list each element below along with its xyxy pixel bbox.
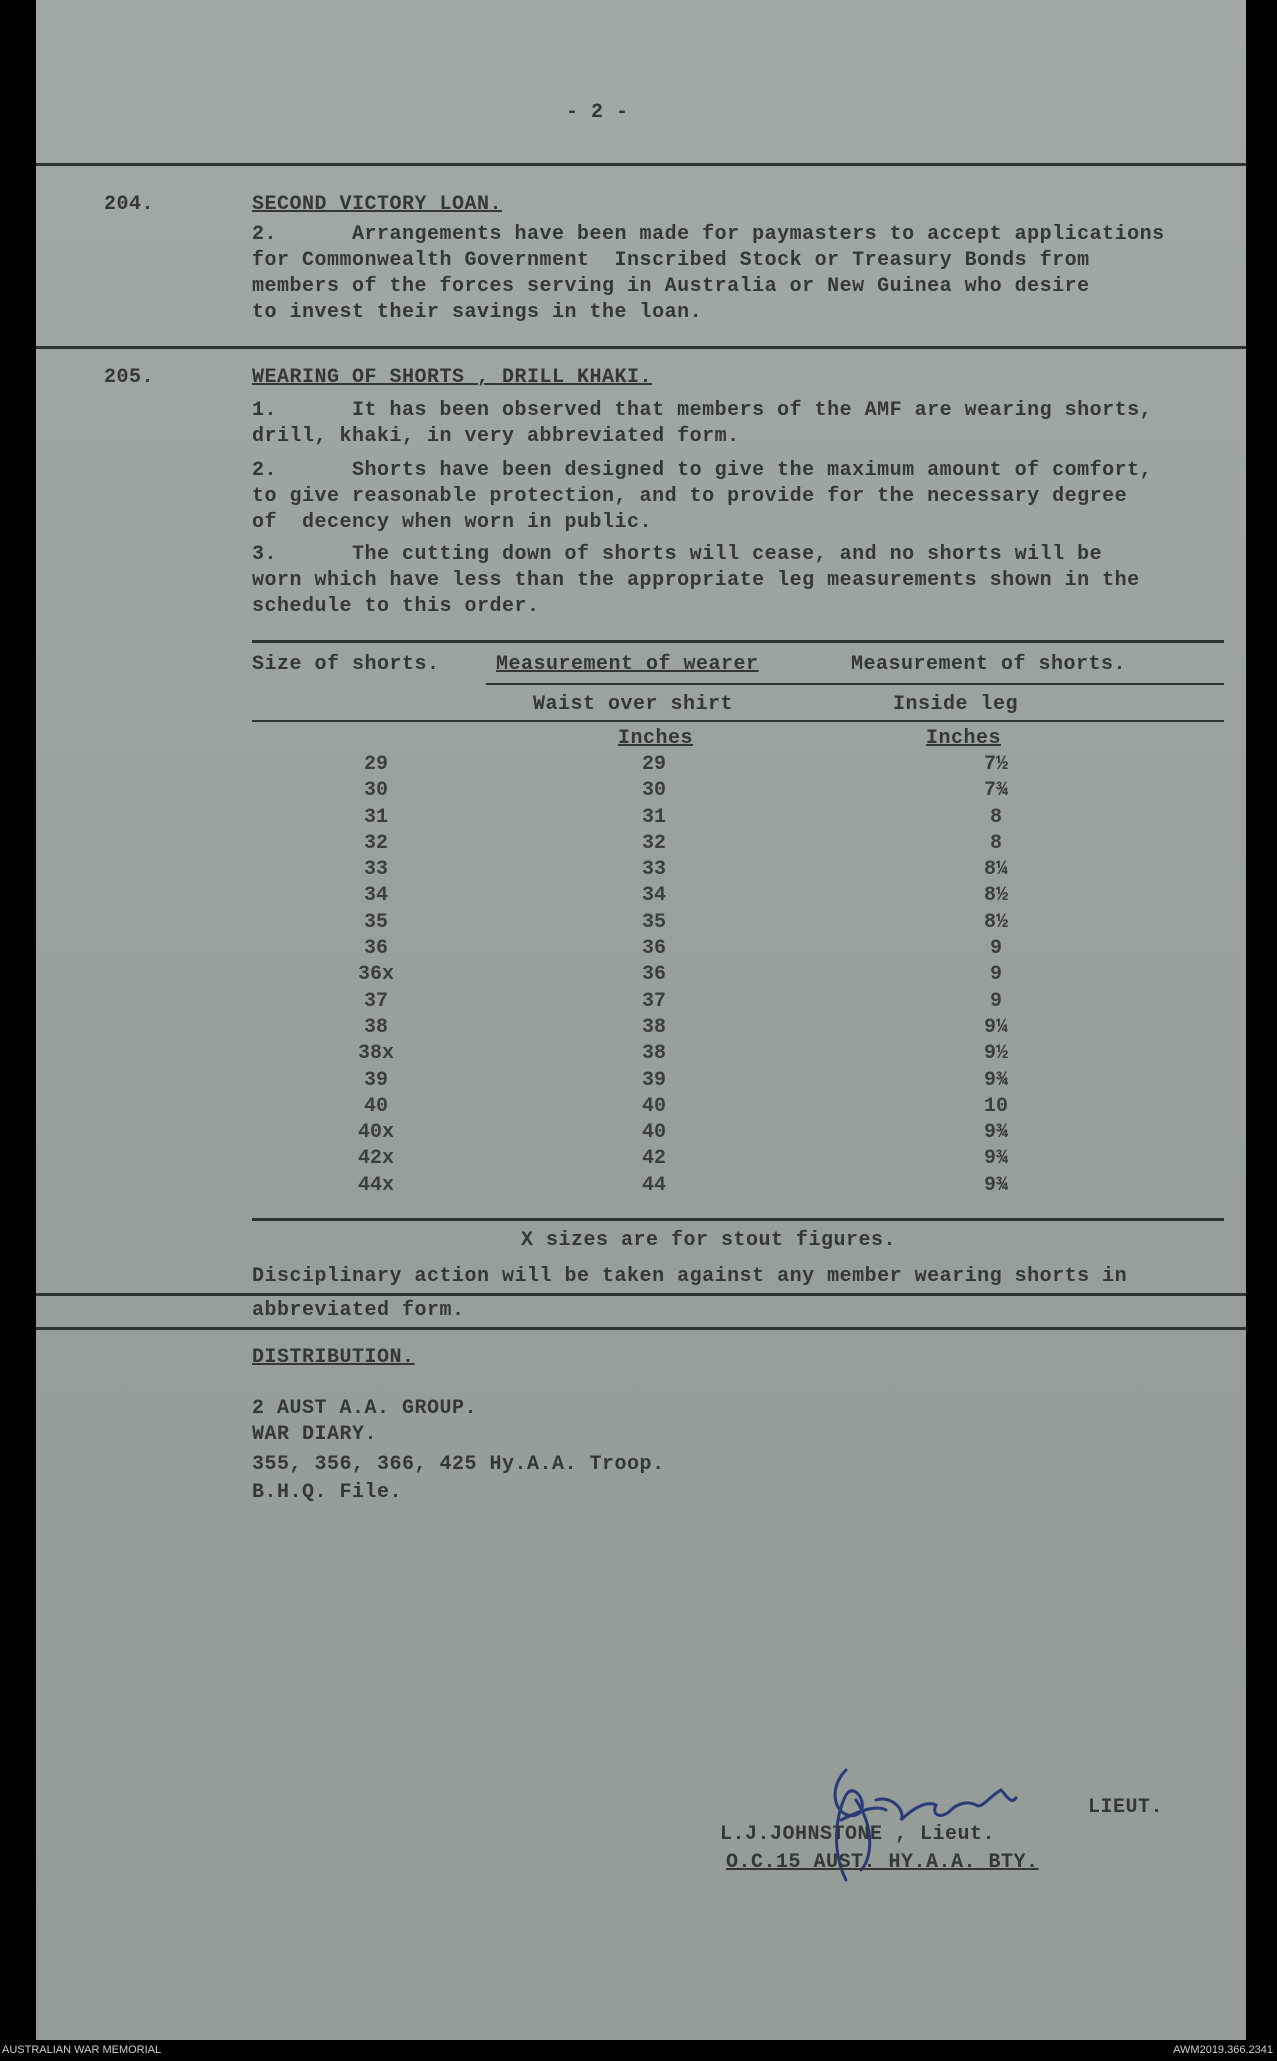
waist-cell: 36 xyxy=(641,937,666,961)
inside_leg-cell: 9 xyxy=(989,989,1002,1013)
table-rule-header xyxy=(252,720,1224,722)
distribution-line: 2 AUST A.A. GROUP. xyxy=(252,1397,478,1420)
table-header-size: Size of shorts. xyxy=(252,653,440,676)
inside_leg-cell: 9 xyxy=(989,937,1002,961)
document-page xyxy=(36,0,1246,2040)
distribution-heading: DISTRIBUTION. xyxy=(252,1346,415,1369)
sizes-cell: 33 xyxy=(363,858,388,882)
sizes-cell: 29 xyxy=(363,753,388,776)
inside_leg-cell: 9¾ xyxy=(983,1068,1008,1092)
waist-cell: 30 xyxy=(641,779,666,803)
distribution-line: WAR DIARY. xyxy=(252,1423,378,1446)
waist-cell: 38 xyxy=(641,1015,666,1039)
table-subheader-waist: Waist over shirt xyxy=(533,693,734,716)
inside_leg-cell: 8 xyxy=(989,831,1002,855)
table-subheader-leg: Inside leg xyxy=(893,693,1031,716)
section-205-number: 205. xyxy=(104,366,155,389)
section-204-line: for Commonwealth Government Inscribed Stock or Treasury Bonds from xyxy=(252,249,1090,272)
table-rule-sub xyxy=(486,683,1224,685)
section-205-line: to give reasonable protection, and to provide for the necessary degree xyxy=(252,485,1128,508)
sizes-cell: 34 xyxy=(363,884,388,908)
section-204-line: members of the forces serving in Australia or New Guinea who desire xyxy=(252,275,1090,298)
page-number: - 2 - xyxy=(566,101,629,124)
closing-rule-1 xyxy=(36,1293,1246,1296)
sizes-cell: 36 xyxy=(363,937,388,961)
waist-cell: 35 xyxy=(641,910,666,934)
waist-cell: 44 xyxy=(641,1173,666,1197)
section-205-line: drill, khaki, in very abbreviated form. xyxy=(252,425,740,448)
inside_leg-cell: 9¾ xyxy=(983,1121,1008,1145)
sizes-cell: 35 xyxy=(363,910,388,934)
inside_leg-cell: 8 xyxy=(989,805,1002,829)
inside_leg-cell: 9¼ xyxy=(983,1015,1008,1039)
section-205-line: schedule to this order. xyxy=(252,595,540,618)
waist-cell: 37 xyxy=(641,989,666,1013)
sizes-cell: 44x xyxy=(357,1173,394,1197)
waist-cell: 40 xyxy=(641,1121,666,1145)
inside_leg-cell: 9 xyxy=(989,963,1002,987)
table-header-wearer: Measurement of wearer xyxy=(496,653,759,676)
sizes-cell: 42x xyxy=(357,1147,394,1171)
divider-204-205 xyxy=(36,346,1246,349)
section-205-line: 3. The cutting down of shorts will cease, and no shorts will be xyxy=(252,543,1103,566)
inside_leg-cell: 8½ xyxy=(983,884,1008,908)
sizes-cell: 36x xyxy=(357,963,394,987)
table-column-waist xyxy=(604,752,704,1199)
section-205-line: worn which have less than the appropriate leg measurements shown in the xyxy=(252,569,1140,592)
waist-cell: 39 xyxy=(641,1068,666,1092)
section-204-line: 2. Arrangements have been made for paymasters to accept applications xyxy=(252,223,1165,246)
waist-cell: 29 xyxy=(641,753,666,776)
inside_leg-cell: 9¾ xyxy=(983,1173,1008,1197)
section-204-line: to invest their savings in the loan. xyxy=(252,301,703,324)
sizes-cell: 38 xyxy=(363,1015,388,1039)
distribution-line: 355, 356, 366, 425 Hy.A.A. Troop. xyxy=(252,1453,665,1476)
waist-cell: 42 xyxy=(641,1147,666,1171)
section-205-line: of decency when worn in public. xyxy=(252,511,653,534)
divider-top xyxy=(36,163,1246,166)
signature-rank: LIEUT. xyxy=(1088,1796,1164,1819)
inside_leg-cell: 8½ xyxy=(983,910,1008,934)
waist-cell: 40 xyxy=(641,1094,666,1118)
sizes-cell: 30 xyxy=(363,779,388,803)
table-rule-top xyxy=(252,640,1224,643)
distribution-line: B.H.Q. File. xyxy=(252,1481,403,1504)
inside_leg-cell: 8¼ xyxy=(983,858,1008,882)
sizes-cell: 39 xyxy=(363,1068,388,1092)
section-205-heading: WEARING OF SHORTS , DRILL KHAKI. xyxy=(252,366,653,389)
sizes-cell: 38x xyxy=(357,1042,394,1066)
table-header-shorts: Measurement of shorts. xyxy=(851,653,1127,676)
inside_leg-cell: 9½ xyxy=(983,1042,1008,1066)
sizes-cell: 40x xyxy=(357,1121,394,1145)
sizes-cell: 37 xyxy=(363,989,388,1013)
inside_leg-cell: 10 xyxy=(983,1094,1008,1118)
inside_leg-cell: 7¾ xyxy=(983,779,1008,803)
table-unit-leg: Inches xyxy=(926,727,1002,750)
closing-line: abbreviated form. xyxy=(252,1299,465,1322)
divider-closing xyxy=(36,1327,1246,1330)
table-column-inside-leg xyxy=(956,752,1036,1199)
footer-left: AUSTRALIAN WAR MEMORIAL xyxy=(2,2044,162,2056)
section-204-heading: SECOND VICTORY LOAN. xyxy=(252,193,503,216)
inside_leg-cell: 9¾ xyxy=(983,1147,1008,1171)
section-205-line: 1. It has been observed that members of the AMF are wearing shorts, xyxy=(252,399,1153,422)
waist-cell: 34 xyxy=(641,884,666,908)
section-204-number: 204. xyxy=(104,193,155,216)
waist-cell: 38 xyxy=(641,1042,666,1066)
sizes-cell: 40 xyxy=(363,1094,388,1118)
signature-unit: O.C.15 AUST. HY.A.A. BTY. xyxy=(726,1851,1039,1874)
closing-line: Disciplinary action will be taken against any member wearing shorts in xyxy=(252,1265,1128,1288)
section-205-line: 2. Shorts have been designed to give the maximum amount of comfort, xyxy=(252,459,1153,482)
sizes-cell: 31 xyxy=(363,805,388,829)
inside_leg-cell: 7½ xyxy=(983,753,1008,776)
footer-right: AWM2019.366.2341 xyxy=(1173,2044,1273,2056)
table-rule-bottom xyxy=(252,1218,1224,1221)
waist-cell: 32 xyxy=(641,831,666,855)
sizes-cell: 32 xyxy=(363,831,388,855)
signature-name: L.J.JOHNSTONE , Lieut. xyxy=(720,1823,996,1846)
table-unit-waist: Inches xyxy=(618,727,694,750)
waist-cell: 31 xyxy=(641,805,666,829)
table-column-sizes xyxy=(336,752,416,1199)
table-footnote: X sizes are for stout figures. xyxy=(521,1229,897,1252)
waist-cell: 36 xyxy=(641,963,666,987)
waist-cell: 33 xyxy=(641,858,666,882)
